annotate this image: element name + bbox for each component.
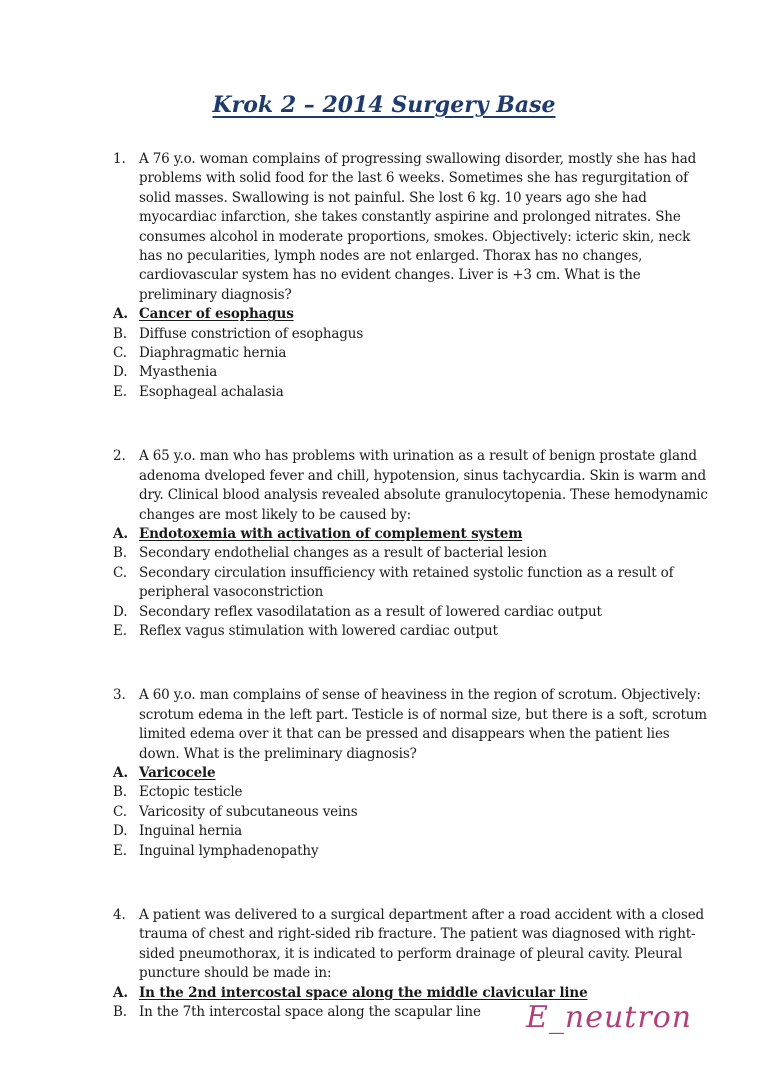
question-number: 3. xyxy=(113,687,126,704)
answer-option xyxy=(113,822,713,841)
option-text: Diffuse constriction of esophagus xyxy=(139,325,364,342)
option-text: Esophageal achalasia xyxy=(139,383,284,400)
option-letter: C. xyxy=(113,803,127,820)
question-stem xyxy=(113,150,713,305)
option-text: Diaphragmatic hernia xyxy=(139,345,287,362)
option-letter: B. xyxy=(113,784,127,801)
question-number: 4. xyxy=(113,907,126,923)
option-text: In the 2nd intercostal space along the middle clavicular line xyxy=(139,984,588,1001)
question-number: 2. xyxy=(113,448,126,465)
option-text: Secondary endothelial changes as a result of bacterial lesion xyxy=(139,545,547,562)
answer-option xyxy=(113,842,713,861)
question-stem xyxy=(113,686,713,764)
question-text: A patient was delivered to a surgical department after a road accident with a closed trauma of chest and right-sided rib fracture. The patient was diagnosed with right-sided pneumothorax, it is indicated to perform drainage of pleural cavity. Pleural puncture should be made in: xyxy=(139,907,705,982)
option-letter: C. xyxy=(113,564,127,581)
answer-options xyxy=(113,764,713,861)
answer-options xyxy=(113,525,713,641)
answer-option xyxy=(113,803,713,822)
answer-option xyxy=(113,603,713,622)
option-letter: A. xyxy=(113,306,128,323)
answer-option xyxy=(113,783,713,802)
option-letter: B. xyxy=(113,325,127,342)
answer-option-correct xyxy=(113,525,713,544)
option-letter: D. xyxy=(113,603,128,620)
page-title: Krok 2 – 2014 Surgery Base xyxy=(212,92,556,118)
question-1 xyxy=(113,150,713,402)
answer-option xyxy=(113,363,713,382)
question-2 xyxy=(113,447,713,641)
answer-option xyxy=(113,622,713,641)
answer-option xyxy=(113,344,713,363)
question-text: A 60 y.o. man complains of sense of heaviness in the region of scrotum. Objectively: scrotum edema in the left part. Testicle is of normal size, but there is a soft, scrotum limited edema over it that can be pressed and disappears when the patient lies down. What is the preliminary diagnosis? xyxy=(139,687,707,762)
option-letter: E. xyxy=(113,842,127,859)
option-letter: B. xyxy=(113,1004,127,1021)
option-text: Inguinal lymphadenopathy xyxy=(139,842,319,859)
option-text: Varicocele xyxy=(139,764,216,781)
option-text: Myasthenia xyxy=(139,364,218,381)
option-text: Cancer of esophagus xyxy=(139,306,294,323)
option-text: Endotoxemia with activation of complement system xyxy=(139,525,523,542)
question-list xyxy=(113,150,713,1067)
answer-option-correct xyxy=(113,305,713,324)
option-letter: A. xyxy=(113,764,128,781)
question-stem xyxy=(113,447,713,525)
answer-option xyxy=(113,564,713,603)
option-letter: B. xyxy=(113,545,127,562)
option-text: Inguinal hernia xyxy=(139,823,242,840)
answer-option xyxy=(113,325,713,344)
option-text: Secondary reflex vasodilatation as a result of lowered cardiac output xyxy=(139,603,602,620)
option-letter: E. xyxy=(113,622,127,639)
question-text: A 65 y.o. man who has problems with urination as a result of benign prostate gland adenoma dveloped fever and chill, hypotension, sinus tachycardia. Skin is warm and dry. Clinical blood analysis revealed absolute granulocytopenia. These hemodynamic changes are most likely to be caused by: xyxy=(139,448,708,523)
question-number: 1. xyxy=(113,151,126,167)
option-letter: E. xyxy=(113,383,127,400)
option-letter: D. xyxy=(113,364,128,381)
option-text: Reflex vagus stimulation with lowered cardiac output xyxy=(139,622,498,639)
option-text: In the 7th intercostal space along the scapular line xyxy=(139,1004,481,1021)
answer-options xyxy=(113,305,713,402)
option-letter: A. xyxy=(113,525,128,542)
option-text: Secondary circulation insufficiency with retained systolic function as a result of peripheral vasoconstriction xyxy=(139,564,674,601)
option-text: Ectopic testicle xyxy=(139,784,243,801)
answer-option xyxy=(113,544,713,563)
author-signature: E_neutron xyxy=(526,1000,693,1035)
question-3 xyxy=(113,686,713,861)
question-text: A 76 y.o. woman complains of progressing swallowing disorder, mostly she has had problems with solid food for the last 6 weeks. Sometimes she has regurgitation of solid masses. Swallowing is not painful. She lost 6 kg. 10 years ago she had myocardiac infarction, she takes constantly aspirine and prolonged nitrates. She consumes alcohol in moderate proportions, smokes. Objectively: icteric skin, neck has no pecularities, lymph nodes are not enlarged. Thorax has no changes, cardiovascular system has no evident changes. Liver is +3 cm. What is the preliminary diagnosis? xyxy=(139,151,697,303)
option-text: Varicosity of subcutaneous veins xyxy=(139,803,358,820)
option-letter: C. xyxy=(113,345,127,362)
answer-option-correct xyxy=(113,764,713,783)
answer-option xyxy=(113,383,713,402)
option-letter: D. xyxy=(113,823,128,840)
option-letter: A. xyxy=(113,984,128,1001)
question-stem xyxy=(113,906,713,984)
